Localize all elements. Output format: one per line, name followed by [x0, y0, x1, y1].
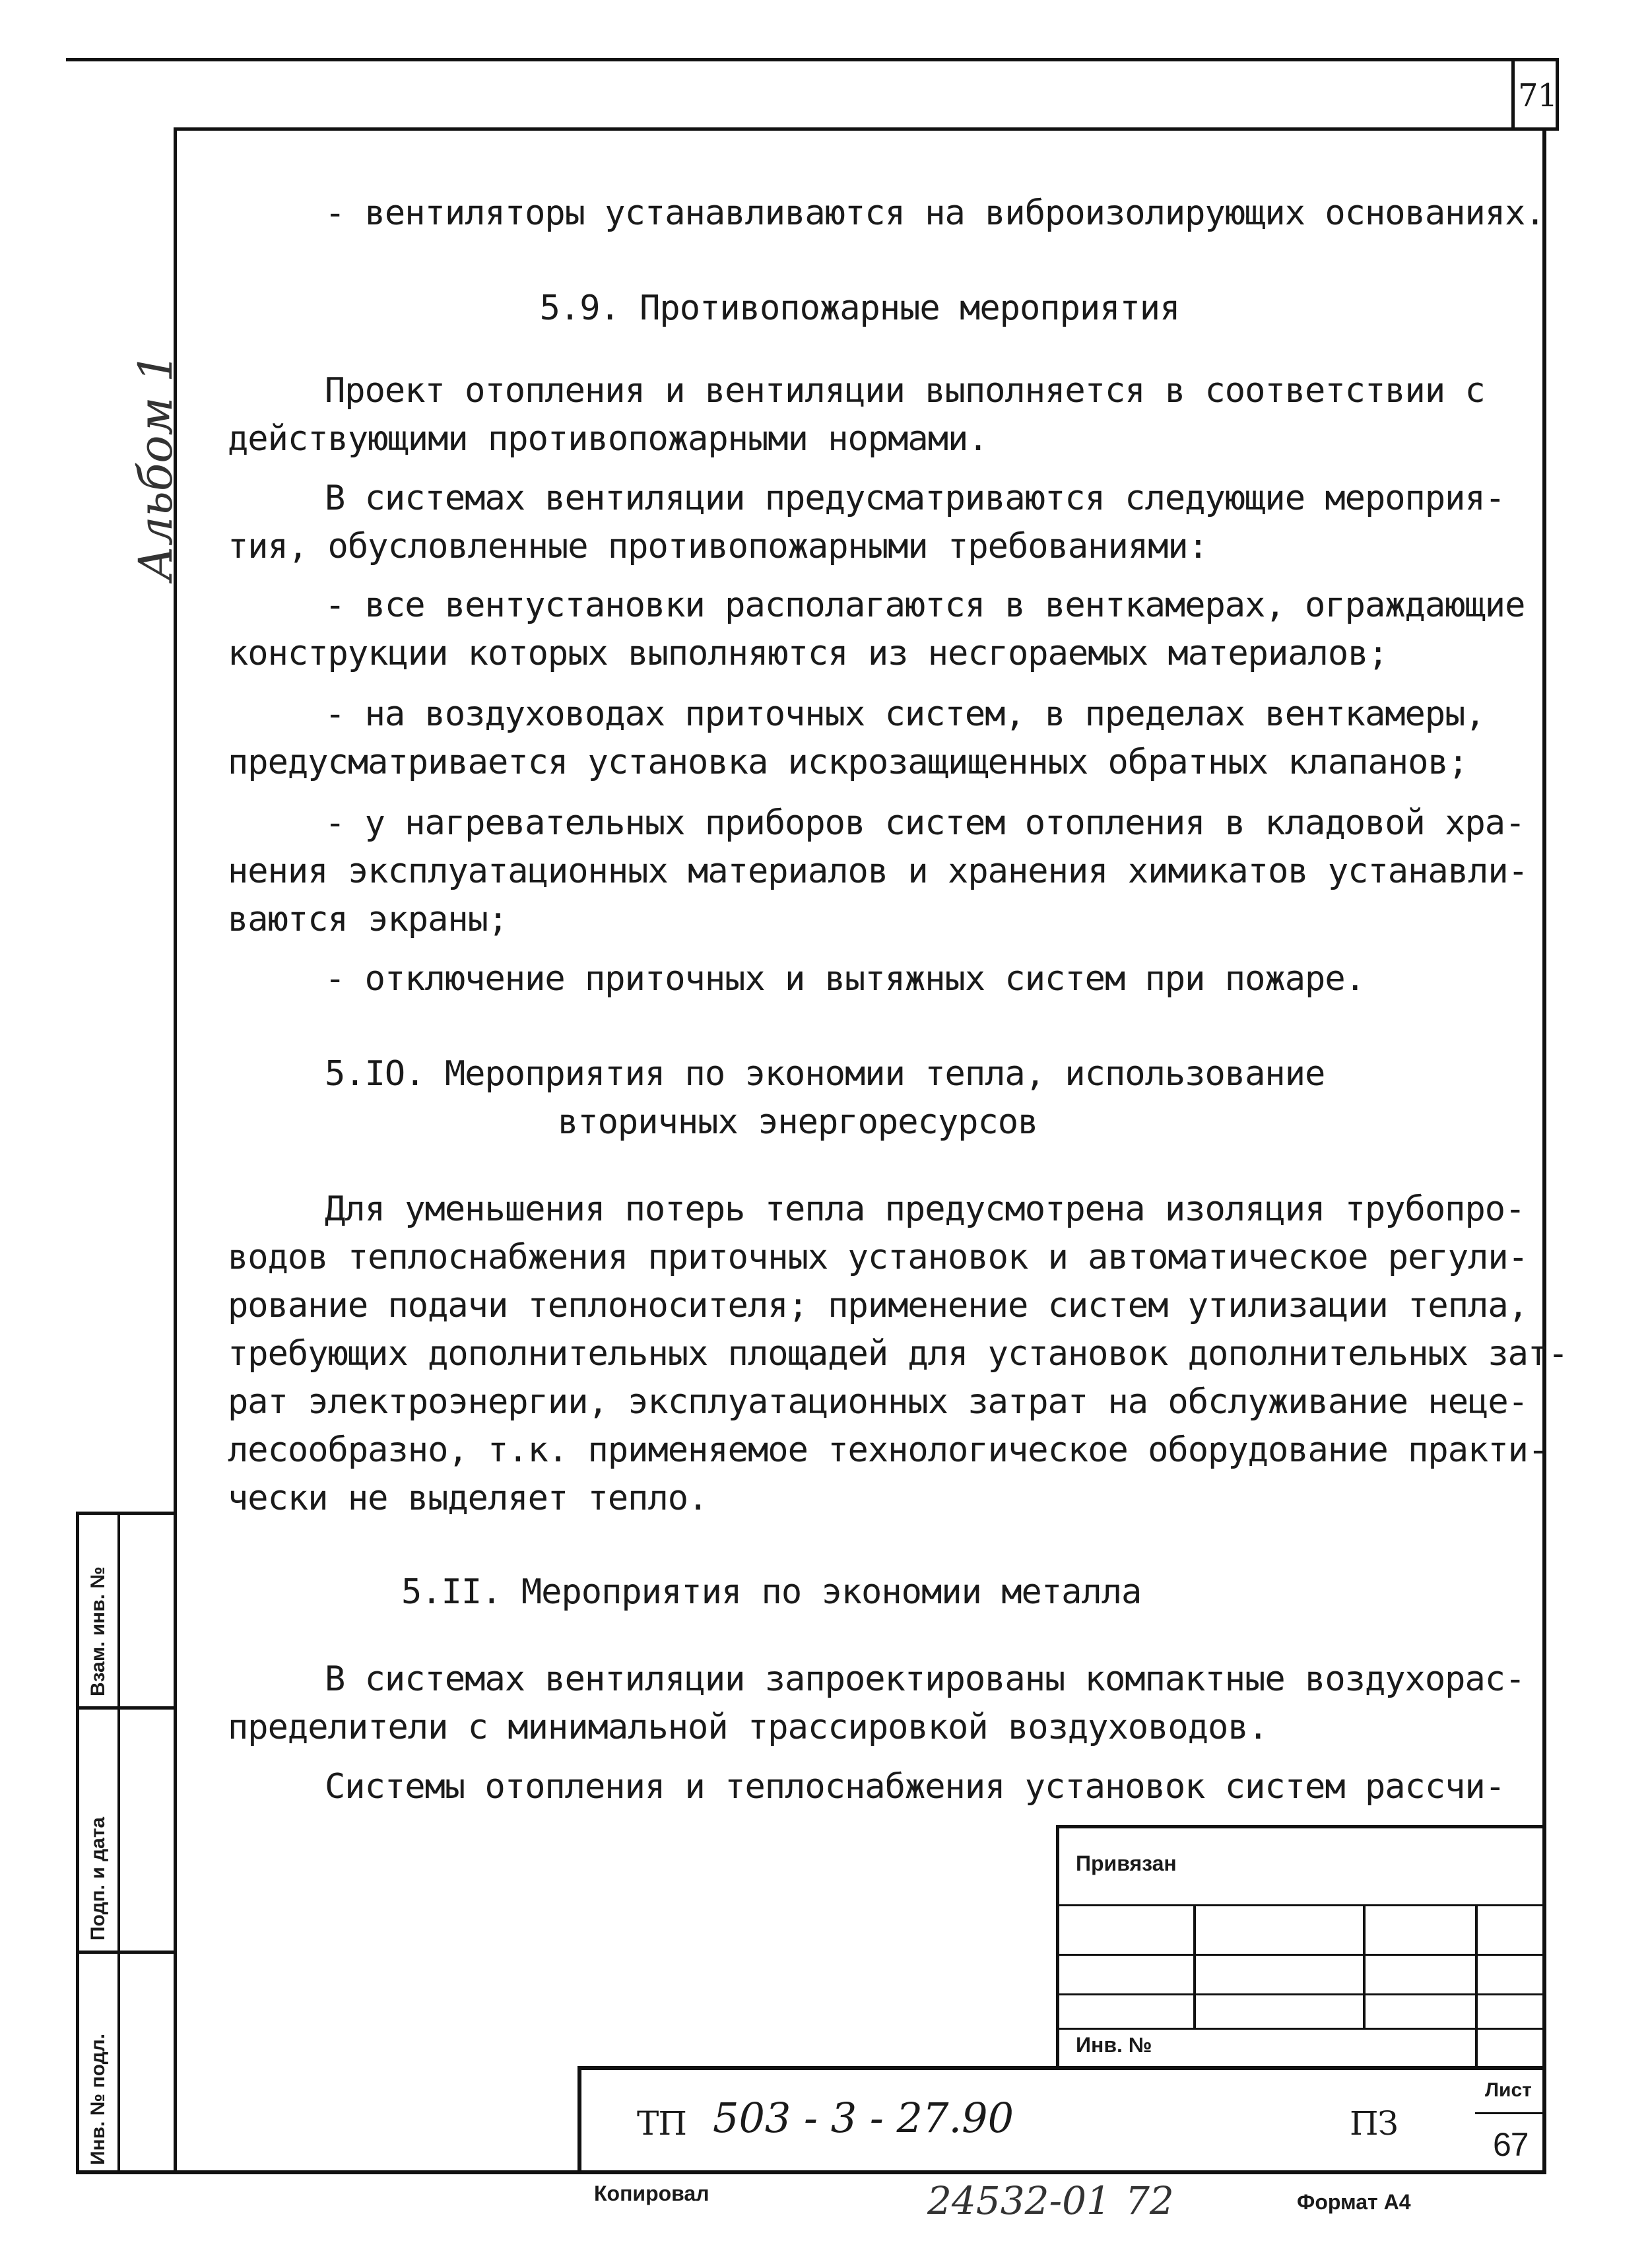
album-handwriting: Альбом 1 — [129, 352, 183, 581]
footer-extra: 72 — [1125, 2178, 1174, 2223]
inv-no-label: Инв. № — [1076, 2033, 1152, 2057]
paragraph-line: предусматривается установка искрозащищенных обратных клапанов; — [228, 743, 1468, 782]
privyazan-label: Привязан — [1076, 1851, 1177, 1875]
paragraph-line: - у нагревательных приборов систем отопления в кладовой хра- — [325, 803, 1525, 843]
paragraph-line: чески не выделяет тепло. — [228, 1479, 708, 1518]
paragraph-line: ваются экраны; — [228, 900, 508, 939]
paragraph-line: действующими противопожарными нормами. — [228, 419, 988, 459]
paragraph-line: рование подачи теплоносителя; применение систем утилизации тепла, — [228, 1286, 1528, 1325]
section-heading-5-10: 5.IO. Мероприятия по экономии тепла, использование — [325, 1054, 1325, 1094]
frame-right — [1542, 127, 1546, 2174]
paragraph-line: В системах вентиляции предусматриваются следующие мероприя- — [325, 479, 1505, 518]
sheet-number: 67 — [1493, 2126, 1529, 2163]
sheet-label: Лист — [1485, 2079, 1532, 2101]
paragraph-line: - вентиляторы устанавливаются на виброизолирующих основаниях. — [325, 193, 1545, 233]
paragraph-line: нения эксплуатационных материалов и хранения химикатов устанавли- — [228, 851, 1528, 891]
paragraph-line: - на воздуховодах приточных систем, в пределах венткамеры, — [325, 694, 1485, 734]
stamp-vzam-label: Взам. инв. № — [87, 1566, 109, 1696]
code-prefix: ТП — [637, 2104, 686, 2143]
paragraph-line: требующих дополнительных площадей для установок дополнительных зат- — [228, 1334, 1568, 1374]
paragraph-line: водов теплоснабжения приточных установок и автоматическое регули- — [228, 1238, 1528, 1277]
document-type: ПЗ — [1350, 2104, 1398, 2143]
stamp-inv-label: Инв. № подл. — [87, 2033, 109, 2165]
page-number-box-left — [1511, 58, 1515, 129]
paragraph-line: пределители с минимальной трассировкой воздуховодов. — [228, 1708, 1268, 1747]
paragraph-line: рат электроэнергии, эксплуатационных затрат на обслуживание неце- — [228, 1382, 1528, 1422]
top-rule — [66, 58, 1559, 61]
frame-bottom — [76, 2170, 1546, 2174]
paragraph-line: лесообразно, т.к. применяемое технологическое оборудование практи- — [228, 1430, 1548, 1470]
paragraph-line: тия, обусловленные противопожарными требованиями: — [228, 527, 1208, 566]
frame-top — [176, 127, 1559, 131]
paragraph-line: Для уменьшения потерь тепла предусмотрена изоляция трубопро- — [325, 1189, 1525, 1229]
paragraph-line: - отключение приточных и вытяжных систем при пожаре. — [325, 959, 1365, 999]
footer-number: 24532-01 — [927, 2178, 1111, 2223]
format-label: Формат А4 — [1297, 2190, 1411, 2214]
section-heading-5-10-cont: вторичных энергоресурсов — [558, 1102, 1038, 1142]
section-heading-5-9: 5.9. Противопожарные мероприятия — [539, 288, 1180, 328]
paragraph-line: - все вентустановки располагаются в венткамерах, ограждающие — [325, 585, 1525, 625]
paragraph-line: Проект отопления и вентиляции выполняется в соответствии с — [325, 371, 1485, 411]
page-number: 71 — [1518, 77, 1558, 114]
paragraph-line: конструкции которых выполняются из несгораемых материалов; — [228, 634, 1388, 673]
kopiroval-label: Копировал — [594, 2182, 709, 2205]
paragraph-line: В системах вентиляции запроектированы компактные воздухорас- — [325, 1659, 1525, 1699]
section-heading-5-11: 5.II. Мероприятия по экономии металла — [401, 1572, 1142, 1612]
paragraph-line: Системы отопления и теплоснабжения установок систем рассчи- — [325, 1767, 1505, 1807]
stamp-podp-label: Подп. и дата — [87, 1817, 109, 1941]
document-code: 503 - 3 - 27.90 — [713, 2094, 1014, 2142]
